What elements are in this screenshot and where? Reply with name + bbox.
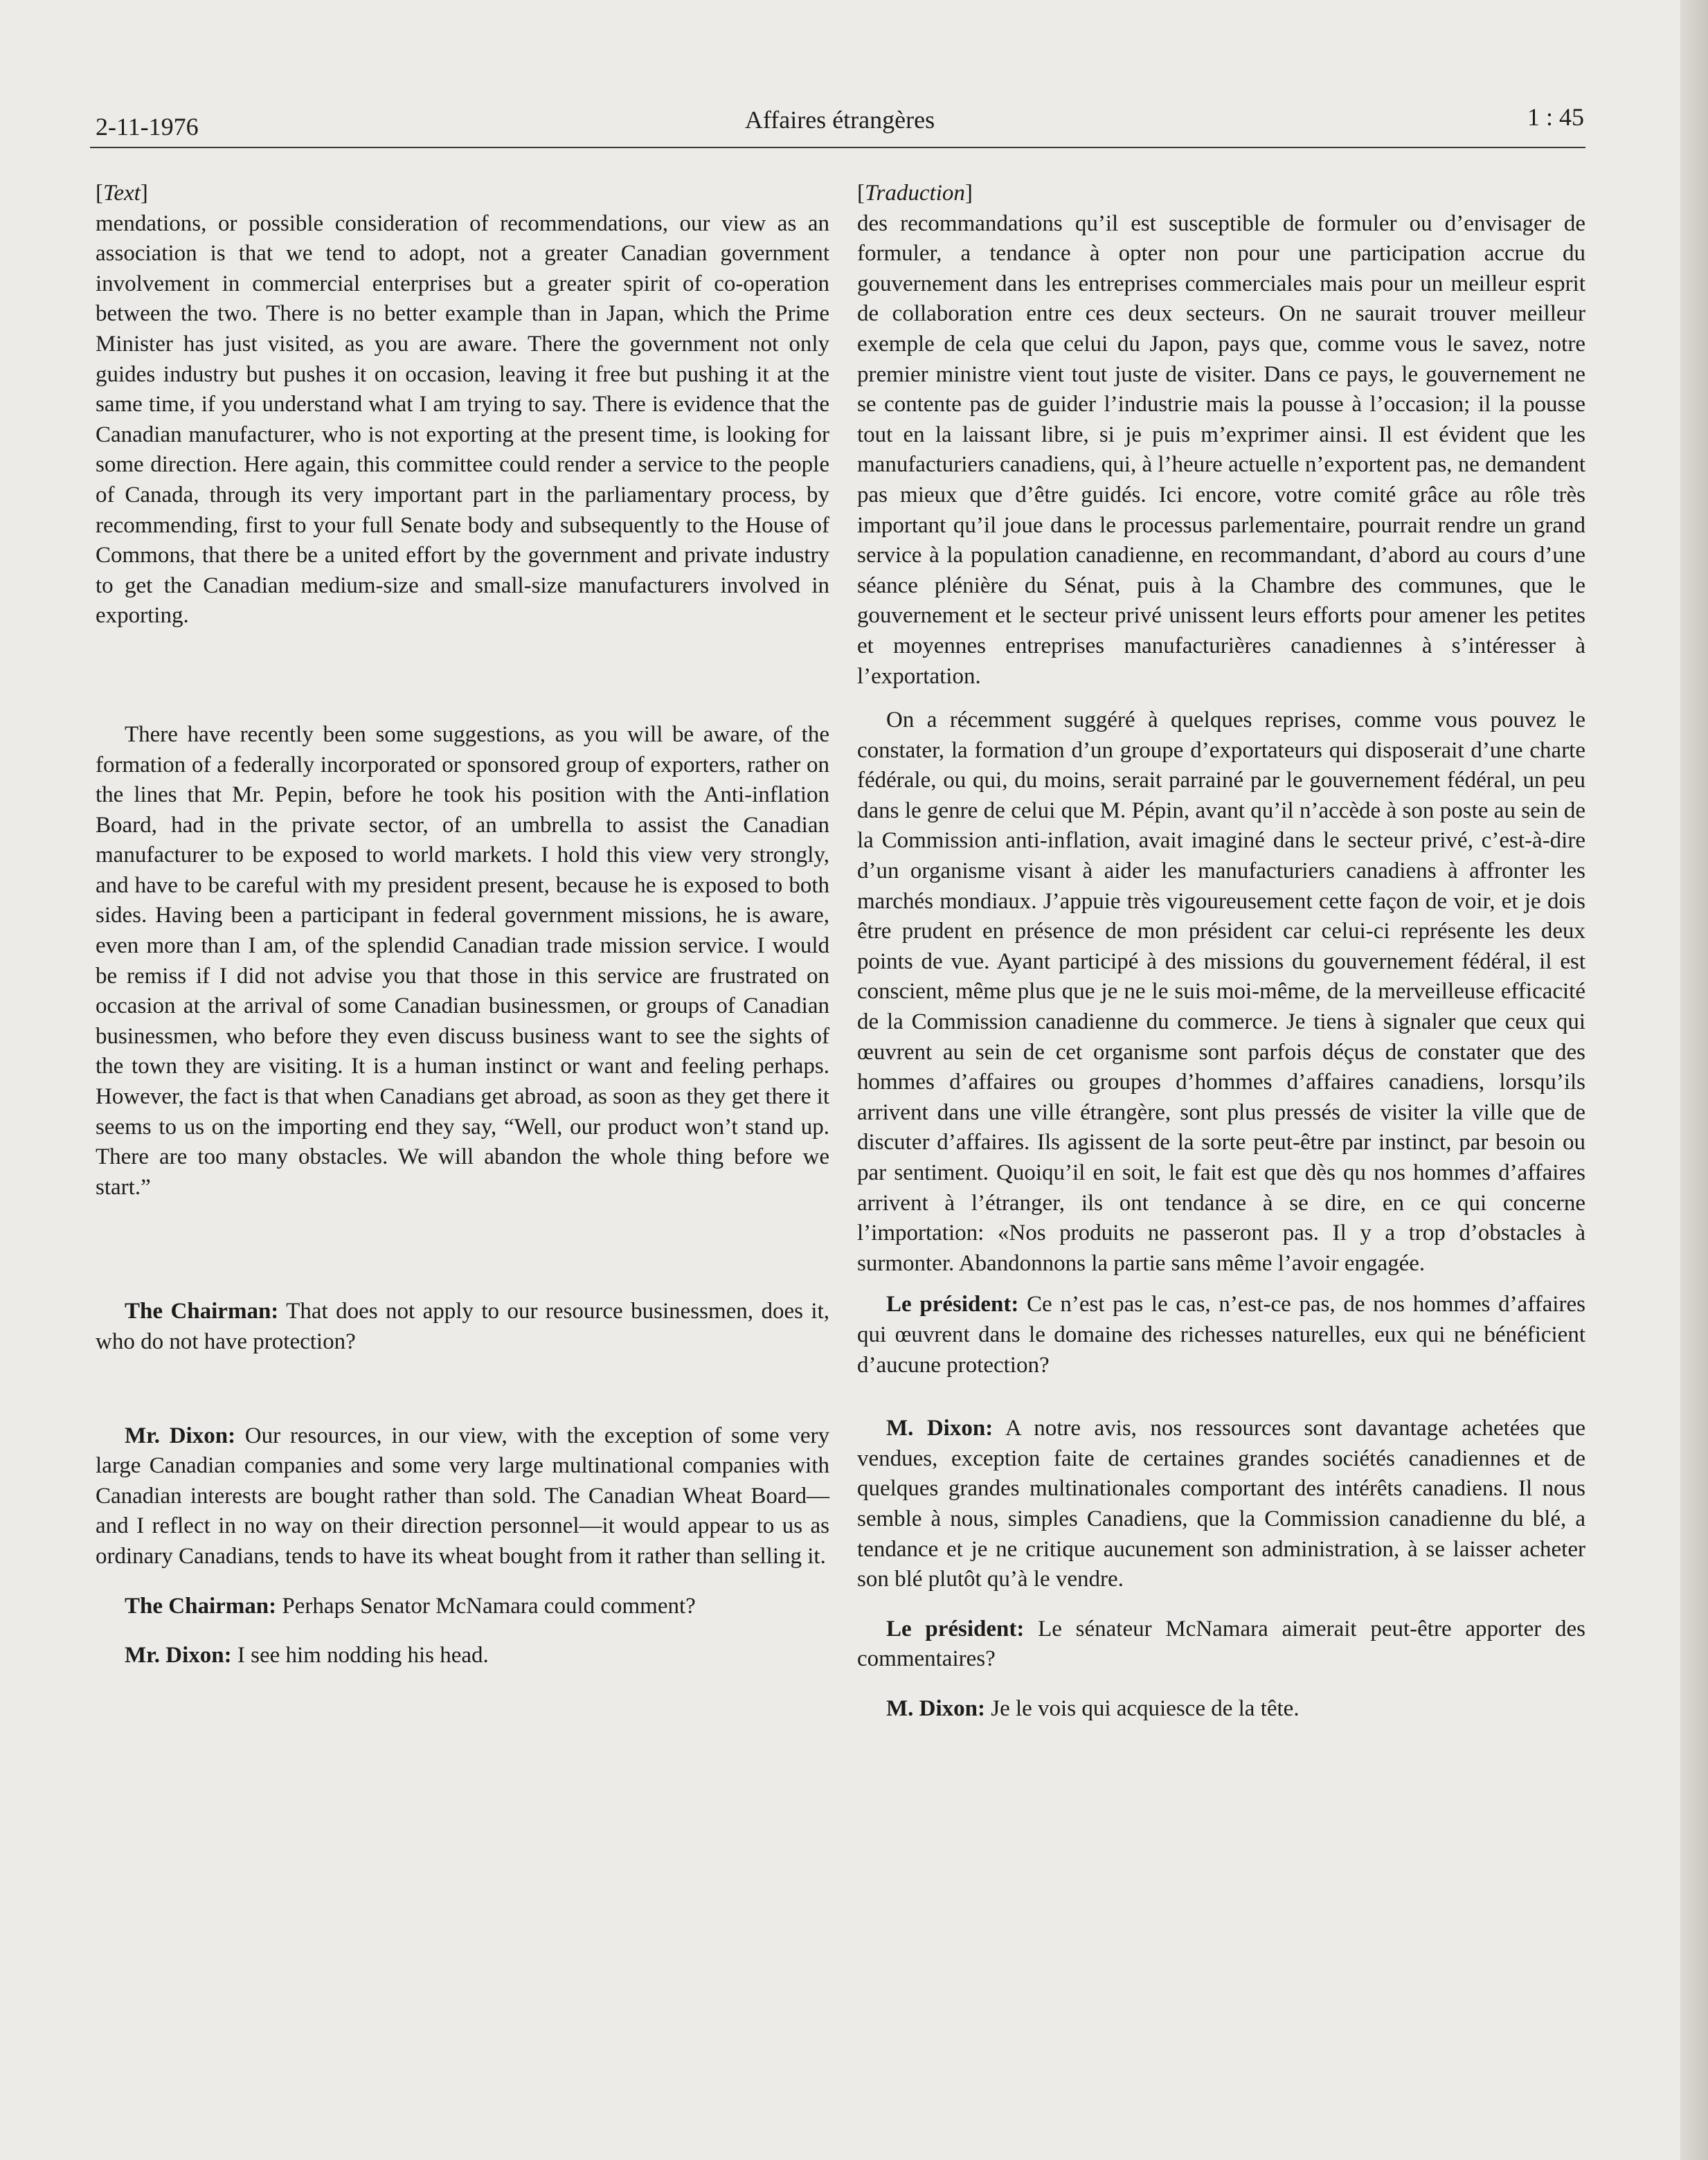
english-speech-dixon-1 <box>96 1421 829 1572</box>
speech-text: Our resources, in our view, with the exception of some very large Canadian companies and some very large multinational companies with Canadian interests are bought rather than sold. The Canadian Wheat Board—and I reflect in no way on their direction personnel—it would appear to us as ordinary Canadians, tends to have its wheat bought from it rather than selling it. <box>96 1423 830 1569</box>
page-edge-shadow <box>1680 0 1708 2160</box>
english-speech-dixon-2 <box>96 1641 829 1671</box>
translation-marker: [Traduction] <box>857 181 973 206</box>
speaker-name: M. Dixon: <box>886 1695 985 1721</box>
speaker-name: The Chairman: <box>125 1299 279 1324</box>
speaker-name: Mr. Dixon: <box>125 1423 236 1448</box>
english-paragraph-2: There have recently been some suggestions, as you will be aware, of the formation of a federally incorporated or sponsored group of exporters, rather on the lines that Mr. Pepin, before he took his position with the Anti-inflation Board, had in the private sector, of an umbrella to assist the Canadian manufacturer to be exposed to world markets. I hold this view very strongly, and have to be careful with my president present, because he is exposed to both sides. Having been a participant in federal government missions, he is aware, even more than I am, of the splendid Canadian trade mission service. I would be remiss if I did not advise you that those in this service are frustrated on occasion at the arrival of some Canadian businessmen, or groups of Canadian businessmen, who before they even discuss business want to see the sights of the town they are visiting. It is a human instinct or want and feeling perhaps. However, the fact is that when Canadians get abroad, as soon as they get there it seems to us on the importing end they say, “Well, our product won’t stand up. There are too many obstacles. We will abandon the whole thing before we start.” <box>96 721 829 1200</box>
page-header <box>96 102 1584 144</box>
speaker-name: Le président: <box>886 1292 1019 1317</box>
english-speech-chairman-1 <box>96 1297 829 1357</box>
english-speech-chairman-2 <box>96 1592 829 1622</box>
french-paragraph-2: On a récemment suggéré à quelques reprises, comme vous pouvez le constater, la formation d’un groupe d’exportateurs qui disposerait d’une charte fédérale, ou qui, du moins, serait parrainé par le gouvernement fédéral, un peu dans le genre de celui que M. Pépin, avant qu’il n’accède à son poste au sein de la Commission anti-inflation, avait imaginé dans le secteur privé, c’est-à-dire d’un organisme visant à aider les manufacturiers canadiens à affronter les marchés mondiaux. J’appuie très vigoureusement cette façon de voir, et je dois être prudent en présence de mon président car celui-ci représente les deux points de vue. Ayant participé à des missions du gouvernement fédéral, il est conscient, même plus que je ne le suis moi-même, de la merveilleuse efficacité de la Commission canadienne du commerce. Je tiens à signaler que ceux qui œuvrent au sein de cet organisme sont parfois déçus de constater que des hommes d’affaires ou groupes d’hommes d’affaires canadiens, lorsqu’ils arrivent dans une ville étrangère, sont plus pressés de visiter la ville que de discuter d’affaires. Ils agissent de la sorte peut-être par instinct, par besoin ou par sentiment. Quoiqu’il en soit, le fait est que dès qu nos hommes d’affaires arrivent à l’étranger, ils ont tendance à se dire, en ce qui concerne l’importation: «Nos produits ne passeront pas. Il y a trop d’obstacles à surmonter. Abandonnons la partie sans même l’avoir engagée. <box>857 708 1585 1276</box>
speaker-name: Mr. Dixon: <box>125 1643 232 1668</box>
french-speech-president-1 <box>857 1290 1585 1380</box>
speech-text: I see him nodding his head. <box>237 1643 489 1668</box>
speech-text: Perhaps Senator McNamara could comment? <box>282 1593 696 1619</box>
french-speech-president-2 <box>857 1614 1585 1675</box>
french-speech-dixon-1 <box>857 1414 1585 1595</box>
french-column <box>857 179 1585 1725</box>
speech-text: Ce n’est pas le cas, n’est-ce pas, de nos hommes d’affaires qui œuvrent dans le domaine des richesses naturelles, eux qui ne bénéficient d’aucune protection? <box>857 1292 1585 1378</box>
speaker-name: Le président: <box>886 1616 1025 1641</box>
header-title: Affaires étrangères <box>744 106 935 134</box>
speech-text: Je le vois qui acquiesce de la tête. <box>991 1695 1300 1721</box>
header-rule <box>90 147 1585 148</box>
speaker-name: M. Dixon: <box>886 1416 994 1441</box>
text-marker: [Text] <box>96 181 148 206</box>
french-speech-dixon-2 <box>857 1694 1585 1725</box>
english-paragraph-1: mendations, or possible consideration of recommendations, our view as an association is that we tend to adopt, not a greater Canadian government involvement in commercial enterprises but a greater spirit of co-operation between the two. There is no better example than in Japan, which the Prime Minister has just visited, as you are aware. There the government not only guides industry but pushes it on occasion, leaving it free but pushing it at the same time, if you understand what I am trying to say. There is evidence that the Canadian manufacturer, who is not exporting at the present time, is looking for some direction. Here again, this committee could render a service to the people of Canada, through its very important part in the parliamentary process, by recommending, first to your full Senate body and subsequently to the House of Commons, that there be a united effort by the government and private industry to get the Canadian medium-size and small-size manufacturers involved in exporting. <box>96 210 829 629</box>
speech-text: A notre avis, nos ressources sont davantage achetées que vendues, exception faite de certaines grandes sociétés canadiennes et de quelques grandes multinationales comportant des intérêts canadiens. Il nous semble à nous, simples Canadiens, que la Commission canadienne du blé, a tendance et je ne critique aucunement son administration, à se laisser acheter son blé plutôt qu’à le vendre. <box>857 1416 1585 1592</box>
speech-text: Le sénateur McNamara aimerait peut-être apporter des commentaires? <box>857 1616 1585 1672</box>
header-page-number: 1 : 45 <box>1527 103 1584 131</box>
header-date: 2-11-1976 <box>96 113 199 141</box>
french-paragraph-1: des recommandations qu’il est susceptible de formuler ou d’envisager de formuler, a tendance à opter non pour une participation accrue du gouvernement dans les entreprises commerciales mais pour un meilleur esprit de collaboration entre ces deux secteurs. On ne saurait trouver meilleur exemple de cela que celui du Japon, pays que, comme vous le savez, notre premier ministre vient tout juste de visiter. Dans ce pays, le gouvernement ne se contente pas de guider l’industrie mais la pousse à l’occasion; il la pousse tout en la laissant libre, si je puis m’exprimer ainsi. Il est évident que les manufacturiers canadiens, qui, à l’heure actuelle n’exportent pas, ne demandent pas mieux que d’être guidés. Ici encore, votre comité grâce au rôle très important qu’il joue dans le processus parlementaire, pourrait rendre un grand service à la population canadienne, en recommandant, d’abord au cours d’une séance plénière du Sénat, puis à la Chambre des communes, que le gouvernement et le secteur privé unissent leurs efforts pour amener les petites et moyennes entreprises manufacturières canadiennes à s’intéresser à l’exportation. <box>857 210 1585 689</box>
speech-text: That does not apply to our resource businessmen, does it, who do not have protection? <box>96 1299 830 1354</box>
speaker-name: The Chairman: <box>125 1593 277 1619</box>
english-column <box>96 179 829 1671</box>
